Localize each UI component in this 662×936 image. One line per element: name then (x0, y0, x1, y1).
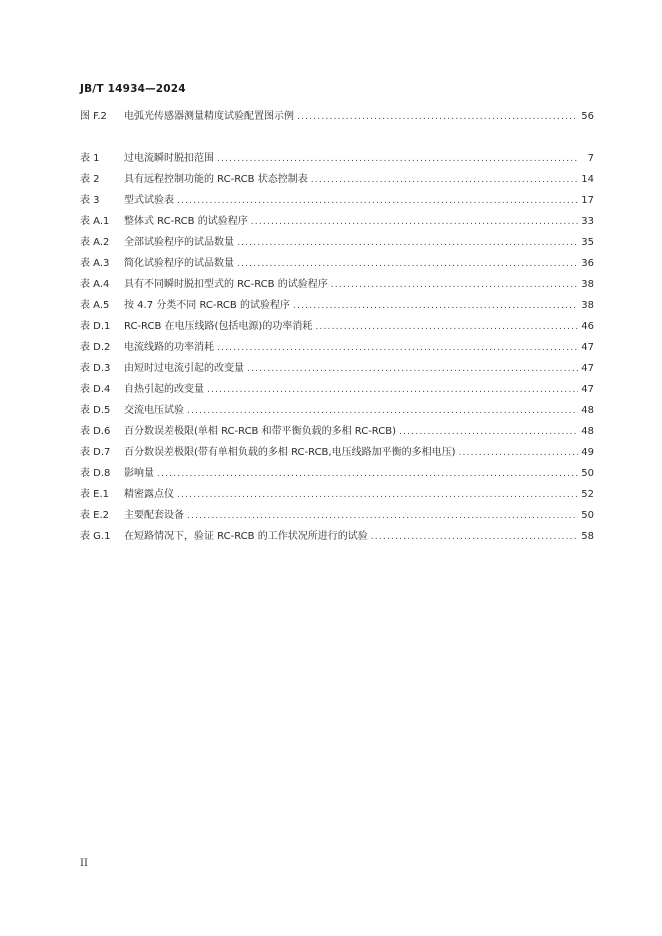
toc-leader-dots (217, 338, 578, 359)
toc-leader-dots (177, 485, 578, 506)
toc-entry-page: 48 (581, 426, 594, 437)
toc-entry[interactable] (80, 400, 594, 421)
toc-entry-title: 由短时过电流引起的改变量 (124, 363, 244, 374)
toc-entry-page: 33 (581, 216, 594, 227)
toc-entry-number: 表 1 (80, 153, 100, 164)
toc-entry-number: 表 A.2 (80, 237, 110, 248)
toc-entry-number: 表 D.4 (80, 384, 111, 395)
toc-entry-page: 58 (581, 531, 594, 542)
toc-entry-number: 表 D.8 (80, 468, 111, 479)
toc-entry-title: 影响量 (124, 468, 154, 479)
figure-list (80, 106, 594, 127)
toc-entry[interactable] (80, 421, 594, 442)
toc-entry[interactable] (80, 232, 594, 253)
toc-leader-dots (459, 443, 579, 464)
toc-entry-page: 17 (581, 195, 594, 206)
toc-entry-number: 表 G.1 (80, 531, 111, 542)
toc-entry-title: 过电流瞬时脱扣范围 (124, 153, 214, 164)
table-list (80, 148, 594, 547)
toc-entry-page: 46 (581, 321, 594, 332)
toc-entry-number: 表 D.6 (80, 426, 111, 437)
toc-entry-page: 48 (581, 405, 594, 416)
toc-entry[interactable] (80, 463, 594, 484)
toc-entry[interactable] (80, 106, 594, 127)
toc-entry[interactable] (80, 358, 594, 379)
toc-leader-dots (311, 170, 579, 191)
toc-entry-page: 47 (581, 384, 594, 395)
toc-entry-title: 全部试验程序的试品数量 (124, 237, 234, 248)
toc-entry-title: RC-RCB 在电压线路(包括电源)的功率消耗 (124, 321, 313, 332)
toc-entry-number: 表 A.3 (80, 258, 110, 269)
toc-entry-title: 自热引起的改变量 (124, 384, 204, 395)
toc-entry[interactable] (80, 295, 594, 316)
toc-entry[interactable] (80, 190, 594, 211)
toc-entry-page: 49 (581, 447, 594, 458)
toc-entry-number: 表 D.1 (80, 321, 111, 332)
toc-entry-number: 表 3 (80, 195, 100, 206)
toc-entry[interactable] (80, 211, 594, 232)
toc-entry-number: 表 A.5 (80, 300, 110, 311)
toc-entry-title: 百分数误差极限(单相 RC-RCB 和带平衡负载的多相 RC-RCB) (124, 426, 397, 437)
toc-entry-number: 图 F.2 (80, 111, 107, 122)
toc-entry-title: 电弧光传感器测量精度试验配置图示例 (124, 111, 294, 122)
toc-entry-title: 型式试验表 (124, 195, 174, 206)
toc-entry-title: 简化试验程序的试品数量 (124, 258, 234, 269)
toc-entry-number: 表 D.7 (80, 447, 111, 458)
toc-entry-page: 35 (581, 237, 594, 248)
toc-entry-page: 50 (581, 468, 594, 479)
toc-leader-dots (237, 254, 578, 275)
toc-entry-page: 14 (581, 174, 594, 185)
toc-entry-page: 47 (581, 363, 594, 374)
toc-leader-dots (237, 233, 578, 254)
toc-entry-page: 50 (581, 510, 594, 521)
toc-leader-dots (217, 149, 579, 170)
toc-leader-dots (207, 380, 578, 401)
page-number: II (80, 858, 88, 869)
toc-entry[interactable] (80, 484, 594, 505)
toc-entry-number: 表 E.2 (80, 510, 110, 521)
toc-entry-page: 38 (581, 279, 594, 290)
toc-entry[interactable] (80, 253, 594, 274)
toc-entry-page: 36 (581, 258, 594, 269)
toc-entry-title: 整体式 RC-RCB 的试验程序 (124, 216, 248, 227)
toc-entry-title: 具有远程控制功能的 RC-RCB 状态控制表 (124, 174, 308, 185)
toc-entry-title: 电流线路的功率消耗 (124, 342, 214, 353)
toc-leader-dots (399, 422, 578, 443)
toc-entry[interactable] (80, 148, 594, 169)
toc-entry-page: 7 (587, 153, 594, 164)
toc-leader-dots (187, 401, 578, 422)
toc-entry[interactable] (80, 526, 594, 547)
toc-leader-dots (331, 275, 579, 296)
toc-leader-dots (187, 506, 578, 527)
toc-leader-dots (371, 527, 579, 548)
toc-entry-title: 百分数误差极限(带有单相负载的多相 RC-RCB,电压线路加平衡的多相电压) (124, 447, 456, 458)
toc-entry-number: 表 D.2 (80, 342, 111, 353)
toc-leader-dots (177, 191, 578, 212)
toc-entry-number: 表 A.4 (80, 279, 110, 290)
toc-entry-number: 表 A.1 (80, 216, 110, 227)
toc-entry-number: 表 D.3 (80, 363, 111, 374)
toc-entry-number: 表 E.1 (80, 489, 110, 500)
toc-leader-dots (297, 107, 578, 128)
toc-entry-title: 主要配套设备 (124, 510, 184, 521)
toc-entry-page: 56 (581, 111, 594, 122)
toc-entry-page: 38 (581, 300, 594, 311)
toc-entry[interactable] (80, 379, 594, 400)
toc-leader-dots (247, 359, 578, 380)
toc-leader-dots (251, 212, 579, 233)
toc-leader-dots (157, 464, 578, 485)
toc-entry[interactable] (80, 505, 594, 526)
toc-entry-title: 交流电压试验 (124, 405, 184, 416)
toc-entry[interactable] (80, 442, 594, 463)
toc-leader-dots (315, 317, 578, 338)
toc-entry-number: 表 2 (80, 174, 100, 185)
toc-entry-number: 表 D.5 (80, 405, 111, 416)
toc-entry-page: 52 (581, 489, 594, 500)
toc-entry-title: 按 4.7 分类不同 RC-RCB 的试验程序 (124, 300, 290, 311)
toc-entry-title: 具有不同瞬时脱扣型式的 RC-RCB 的试验程序 (124, 279, 328, 290)
toc-entry-title: 精密露点仪 (124, 489, 174, 500)
toc-entry[interactable] (80, 337, 594, 358)
toc-entry-page: 47 (581, 342, 594, 353)
toc-entry[interactable] (80, 274, 594, 295)
standard-code: JB/T 14934—2024 (80, 83, 186, 95)
toc-entry[interactable] (80, 316, 594, 337)
toc-leader-dots (293, 296, 578, 317)
toc-entry-title: 在短路情况下，验证 RC-RCB 的工作状况所进行的试验 (124, 531, 368, 542)
toc-entry[interactable] (80, 169, 594, 190)
